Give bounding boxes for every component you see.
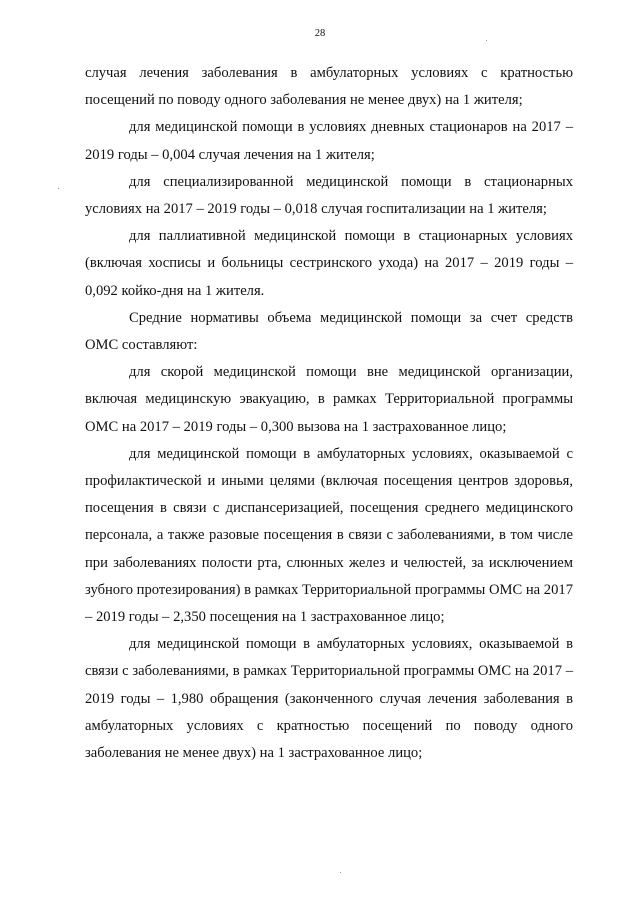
paragraph-7: для медицинской помощи в амбулаторных условиях, оказываемой с профилактической и иными целями (включая посещения центров здоровья, посещения в связи с диспансеризацией, посещения среднего медицинского персонала, а также разовые посещения в связи с заболеваниями, в том числе при заболеваниях полости рта, слюнных желез и челюстей, за исключением зубного протезирования) в рамках Территориальной программы ОМС на 2017 – 2019 годы – 2,350 посещения на 1 застрахованное лицо; <box>85 445 573 626</box>
scan-speck <box>58 188 59 189</box>
scan-speck <box>340 872 341 873</box>
paragraph-5: Средние нормативы объема медицинской помощи за счет средств ОМС составляют: <box>85 309 573 354</box>
paragraph-6: для скорой медицинской помощи вне медицинской организации, включая медицинскую эвакуацию, в рамках Территориальной программы ОМС на 2017 – 2019 годы – 0,300 вызова на 1 застрахованное лицо; <box>85 364 573 435</box>
scan-speck <box>486 40 487 41</box>
paragraph-2: для медицинской помощи в условиях дневных стационаров на 2017 – 2019 годы – 0,004 случая лечения на 1 жителя; <box>85 119 573 163</box>
paragraph-8: для медицинской помощи в амбулаторных условиях, оказываемой в связи с заболеваниями, в рамках Территориальной программы ОМС на 2017 – 2019 годы – 1,980 обращения (законченного случая лечения заболевания в амбулаторных условиях с кратностью посещений по поводу одного заболевания не менее двух) на 1 застрахованное лицо; <box>85 636 573 762</box>
paragraph-3: для специализированной медицинской помощи в стационарных условиях на 2017 – 2019 годы – 0,018 случая госпитализации на 1 жителя; <box>85 173 573 218</box>
body-text <box>85 60 573 767</box>
page-number: 28 <box>314 28 326 39</box>
paragraph-1: случая лечения заболевания в амбулаторных условиях с кратностью посещений по поводу одного заболевания не менее двух) на 1 жителя; <box>85 65 573 109</box>
paragraph-4: для паллиативной медицинской помощи в стационарных условиях (включая хосписы и больницы сестринского ухода) на 2017 – 2019 годы – 0,092 койко-дня на 1 жителя. <box>85 228 573 299</box>
